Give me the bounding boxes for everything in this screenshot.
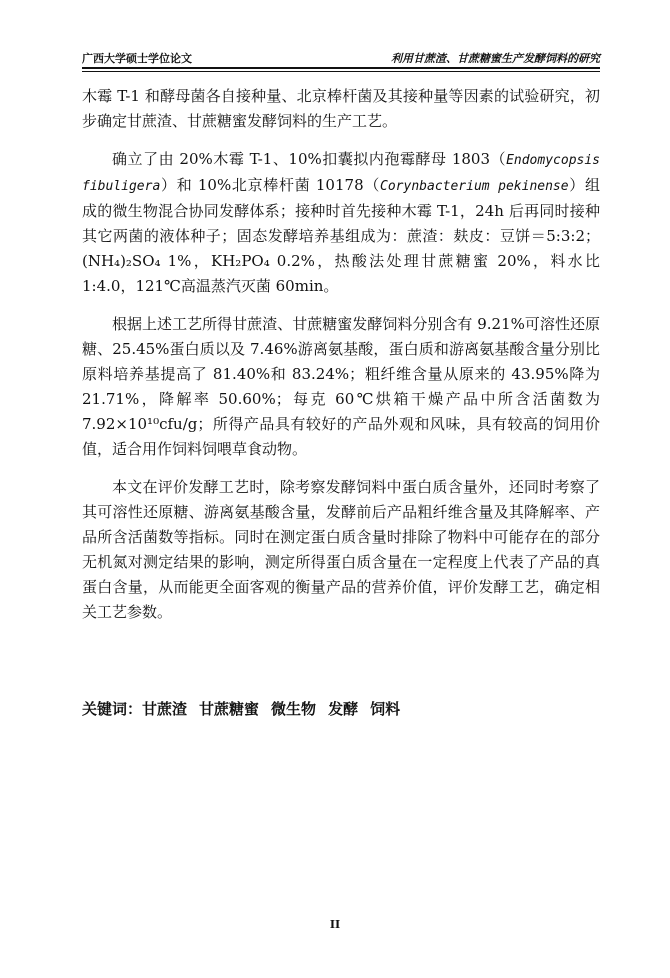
page-number: II bbox=[329, 918, 341, 931]
keyword-item: 甘蔗糖蜜 bbox=[199, 700, 260, 718]
keywords-label: 关键词： bbox=[82, 700, 143, 718]
keyword-item: 微生物 bbox=[271, 700, 317, 718]
header-thesis-title: 利用甘蔗渣、甘蔗糖蜜生产发酵饲料的研究 bbox=[391, 52, 600, 65]
latin-name-corynbacterium: Corynbacterium pekinense bbox=[380, 179, 569, 194]
header-university: 广西大学硕士学位论文 bbox=[82, 52, 192, 65]
keywords-line bbox=[82, 697, 600, 721]
header-rule-thin bbox=[82, 71, 600, 72]
running-header bbox=[82, 44, 600, 66]
paragraph-3: 根据上述工艺所得甘蔗渣、甘蔗糖蜜发酵饲料分别含有 9.21%可溶性还原糖、25.45%蛋白质以及 7.46%游离氨基酸，蛋白质和游离氨基酸含量分别比原料培养基提高了 81.40%和 83.24%；粗纤维含量从原来的 43.95%降为 21.71%，降解率 50.60%；每克 60℃烘箱干燥产品中所含活菌数为 7.92×10¹⁰cfu/g；所得产品具有较好的产品外观和风味，具有较高的饲用价值，适合用作饲料饲喂草食动物。 bbox=[82, 315, 600, 458]
keyword-item: 甘蔗渣 bbox=[142, 700, 188, 718]
paragraph-2-part-c: ）组成的微生物混合协同发酵体系；接种时首先接种木霉 T-1，24h 后再同时接种其它两菌的液体种子；固态发酵培养基组成为：蔗渣：麸皮：豆饼＝5:3:2；(NH₄)₂SO₄ 1%，KH₂PO₄ 0.2%，热酸法处理甘蔗糖蜜 20%，料水比 1:4.0，121℃高温蒸汽灭菌 60min。 bbox=[82, 176, 600, 295]
paragraph-1: 木霉 T-1 和酵母菌各自接种量、北京棒杆菌及其接种量等因素的试验研究，初步确定甘蔗渣、甘蔗糖蜜发酵饲料的生产工艺。 bbox=[82, 87, 600, 130]
latin-name-endomycopsis: Endomycopsis fibuligera bbox=[82, 153, 600, 194]
abstract-body bbox=[82, 84, 600, 638]
paragraph-2-part-b: ）和 10%北京棒杆菌 10178（ bbox=[160, 176, 381, 194]
paragraph-2-part-a: 确立了由 20%木霉 T-1、10%扣囊拟内孢霉酵母 1803（ bbox=[112, 150, 507, 168]
header-rule-thick bbox=[82, 67, 600, 69]
keyword-item: 饲料 bbox=[370, 700, 401, 718]
paragraph-2 bbox=[82, 147, 600, 299]
keyword-item: 发酵 bbox=[328, 700, 359, 718]
paragraph-4: 本文在评价发酵工艺时，除考察发酵饲料中蛋白质含量外，还同时考察了其可溶性还原糖、游离氨基酸含量，发酵前后产品粗纤维含量及其降解率、产品所含活菌数等指标。同时在测定蛋白质含量时排除了物料中可能存在的部分无机氮对测定结果的影响，测定所得蛋白质含量在一定程度上代表了产品的真蛋白含量，从而能更全面客观的衡量产品的营养价值，评价发酵工艺，确定相关工艺参数。 bbox=[82, 478, 600, 621]
